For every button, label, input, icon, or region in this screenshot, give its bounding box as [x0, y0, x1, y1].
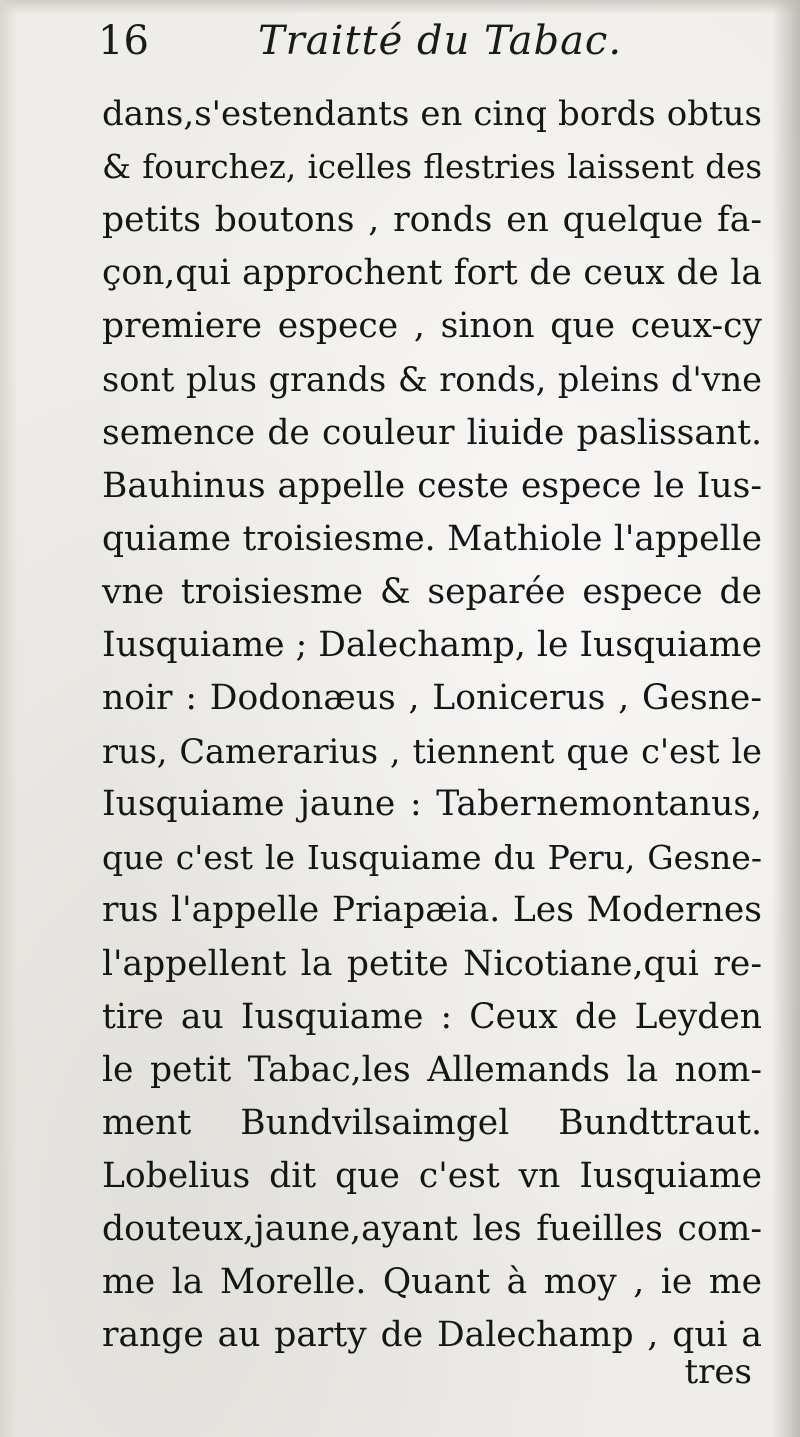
- text-line: que c'est le Iusquiame du Peru, Gesne-: [102, 838, 762, 878]
- text-line: rus l'appelle Priapæia. Les Modernes: [102, 890, 762, 931]
- page-header: [98, 14, 758, 76]
- page-gutter-shadow: [772, 0, 800, 1437]
- text-line: ment Bundvilsaimgel Bundttraut.: [102, 1102, 762, 1143]
- text-line: sont plus grands & ronds, pleins d'vne: [102, 360, 762, 400]
- text-line: range au party de Dalechamp , qui a: [102, 1315, 762, 1356]
- text-line: semence de couleur liuide paslissant.: [102, 412, 762, 453]
- text-line: me la Morelle. Quant à moy , ie me: [102, 1262, 762, 1303]
- page-left-shadow: [0, 0, 18, 1437]
- text-line: premiere espece , sinon que ceux-cy: [102, 306, 762, 347]
- text-line: rus, Camerarius , tiennent que c'est le: [102, 732, 762, 772]
- text-line: Bauhinus appelle ceste espece le Ius-: [102, 465, 762, 506]
- text-line: l'appellent la petite Nicotiane,qui re-: [102, 943, 762, 984]
- catchword-row: [102, 1352, 752, 1402]
- text-line: quiame troisiesme. Mathiole l'appelle: [102, 518, 762, 559]
- text-line: vne troisiesme & separée espece de: [102, 571, 762, 612]
- text-line: le petit Tabac,les Allemands la nom-: [102, 1049, 762, 1090]
- text-line: Iusquiame ; Dalechamp, le Iusquiame: [102, 624, 762, 665]
- page-top-shadow: [0, 0, 800, 14]
- text-line: tire au Iusquiame : Ceux de Leyden: [102, 996, 762, 1037]
- text-line: petits boutons , ronds en quelque fa-: [102, 200, 762, 241]
- text-line: çon,qui approchent fort de ceux de la: [102, 253, 762, 294]
- text-line: Iusquiame jaune : Tabernemontanus,: [102, 784, 762, 825]
- text-line: dans,s'estendants en cinq bords obtus: [102, 94, 762, 134]
- text-line: douteux,jaune,ayant les fueilles com-: [102, 1208, 762, 1249]
- running-title: Traitté du Tabac.: [258, 18, 623, 64]
- body-text: [102, 88, 762, 1362]
- page-number: 16: [98, 18, 149, 64]
- catchword: tres: [684, 1352, 752, 1392]
- text-line: & fourchez, icelles flestries laissent des: [102, 148, 762, 187]
- text-line: Lobelius dit que c'est vn Iusquiame: [102, 1155, 762, 1196]
- text-line: noir : Dodonæus , Lonicerus , Gesne-: [102, 678, 762, 719]
